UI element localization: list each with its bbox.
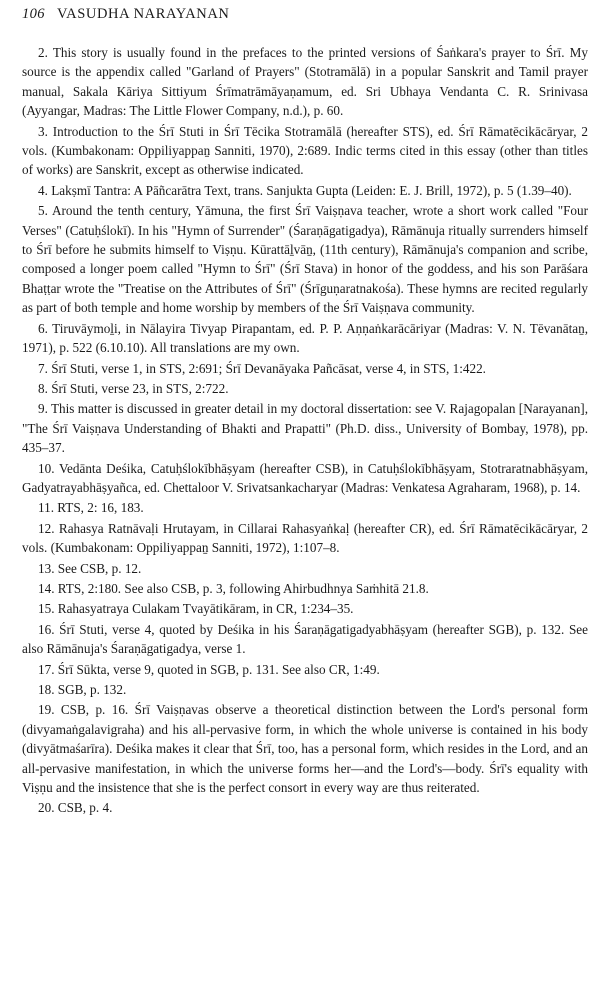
endnote-17: 17. Śrī Sūkta, verse 9, quoted in SGB, p. 131. See also CR, 1:49. bbox=[38, 661, 380, 677]
endnote-15: 15. Rahasyatraya Culakam Tvayātikāram, in CR, 1:234–35. bbox=[38, 601, 354, 617]
endnote-7: 7. Śrī Stuti, verse 1, in STS, 2:691; Śrī Devanāyaka Pañcāsat, verse 4, in STS, 1:422. bbox=[38, 360, 486, 376]
page-header bbox=[22, 6, 588, 23]
running-head: VASUDHA NARAYANAN bbox=[56, 6, 230, 22]
endnote-4: 4. Lakṣmī Tantra: A Pāñcarātra Text, trans. Sanjukta Gupta (Leiden: E. J. Brill, 1972), p. 5 (1.39–40). bbox=[38, 182, 572, 198]
endnote-16: 16. Śrī Stuti, verse 4, quoted by Deśika in his Śaraṇāgatigadyabhāṣyam (hereafter SGB), p. 132. See also Rāmānuja's Śaraṇāgatigadya, verse 1. bbox=[22, 621, 588, 657]
endnote-8: 8. Śrī Stuti, verse 23, in STS, 2:722. bbox=[38, 380, 229, 396]
endnote-6: 6. Tiruvāymoḻi, in Nālayira Tivyap Pirapantam, ed. P. P. Aṇṇaṅkarācāriyar (Madras: V. N. Tēvanātaṉ, 1971), p. 522 (6.10.10). All translations are my own. bbox=[22, 320, 588, 356]
endnote-13: 13. See CSB, p. 12. bbox=[38, 560, 142, 576]
endnote-2: 2. This story is usually found in the prefaces to the printed versions of Śaṅkara's prayer to Śrī. My source is the appendix called "Garland of Prayers" (Stotramālā) in a popular Sanskrit and Tamil prayer manual, Sakala Kāriya Sittiyum Śrīmatrāmāyaṇamum, ed. Sri Ubhaya Vendanta C. R. Srinivasa (Ayyangar, Madras: The Little Flower Company, n.d.), p. 60. bbox=[22, 45, 588, 119]
endnote-20: 20. CSB, p. 4. bbox=[38, 800, 113, 816]
endnote-18: 18. SGB, p. 132. bbox=[38, 682, 127, 697]
endnote-3: 3. Introduction to the Śrī Stuti in Śrī Tēcika Stotramālā (hereafter STS), ed. Śrī Rāmatēcikācāryar, 2 vols. (Kumbakonam: Oppiliyappaṉ Sanniti, 1970), 2:689. Indic terms cited in this essay (other than titles of works) are Sanskrit, except as otherwise indicated. bbox=[22, 123, 588, 178]
endnote-19: 19. CSB, p. 16. Śrī Vaiṣṇavas observe a theoretical distinction between the Lord's personal form (divyamaṅgalavigraha) and his all-pervasive form, in which the whole universe is contained in his body (divyātmaśarīra). Deśika makes it clear that Śrī, too, has a personal form, which resides in the Lord, and an all-pervasive manifestation, in which the universe forms her—and the Lord's—body. Śrī's equality with Viṣṇu and the insistence that she is the perfect consort in every way are thus reiterated. bbox=[22, 702, 588, 796]
endnote-9: 9. This matter is discussed in greater detail in my doctoral dissertation: see V. Rajagopalan [Narayanan], "The Śrī Vaiṣṇava Understanding of Bhakti and Prapatti" (Ph.D. diss., University of Bombay, 1978), pp. 435–37. bbox=[22, 401, 588, 456]
endnote-14: 14. RTS, 2:180. See also CSB, p. 3, following Ahirbudhnya Saṁhitā 21.8. bbox=[38, 580, 429, 596]
page-number: 106 bbox=[22, 6, 45, 22]
endnotes bbox=[22, 43, 588, 818]
endnote-10: 10. Vedānta Deśika, Catuḥślokībhāṣyam (hereafter CSB), in Catuḥślokībhāṣyam, Stotraratnabhāṣyam, Gadyatrayabhāṣyañca, ed. Chettaloor V. Srivatsankacharyar (Madras: Venkatesa Agraharam, 1968), p. 14. bbox=[22, 460, 588, 495]
endnote-12: 12. Rahasya Ratnāvaḷi Hrutayam, in Cillarai Rahasyaṅkaḷ (hereafter CR), ed. Śrī Rāmatēcikācāryar, 2 vols. (Kumbakonam: Oppiliyappaṉ Sanniti, 1972), 1:107–8. bbox=[22, 520, 588, 556]
endnote-5: 5. Around the tenth century, Yāmuna, the first Śrī Vaiṣṇava teacher, wrote a short work called "Four Verses" (Catuḥślokī). In his "Hymn of Surrender" (Śaraṇāgatigadya), Rāmānuja ritually surrenders himself to Śrī before he submits himself to Viṣṇu. Kūrattāḻvāṉ, (11th century), Rāmānuja's companion and scribe, composed a longer poem called "Hymn to Śrī" (Śrī Stava) in honor of the goddess, and his son Parāśara Bhaṭṭar wrote the "Treatise on the Attributes of Śrī" (Śrīguṇaratnakośa). These hymns are recited regularly as part of both temple and home worship by members of the Śrī Vaiṣṇava community. bbox=[22, 203, 588, 316]
endnote-11: 11. RTS, 2: 16, 183. bbox=[38, 500, 144, 516]
